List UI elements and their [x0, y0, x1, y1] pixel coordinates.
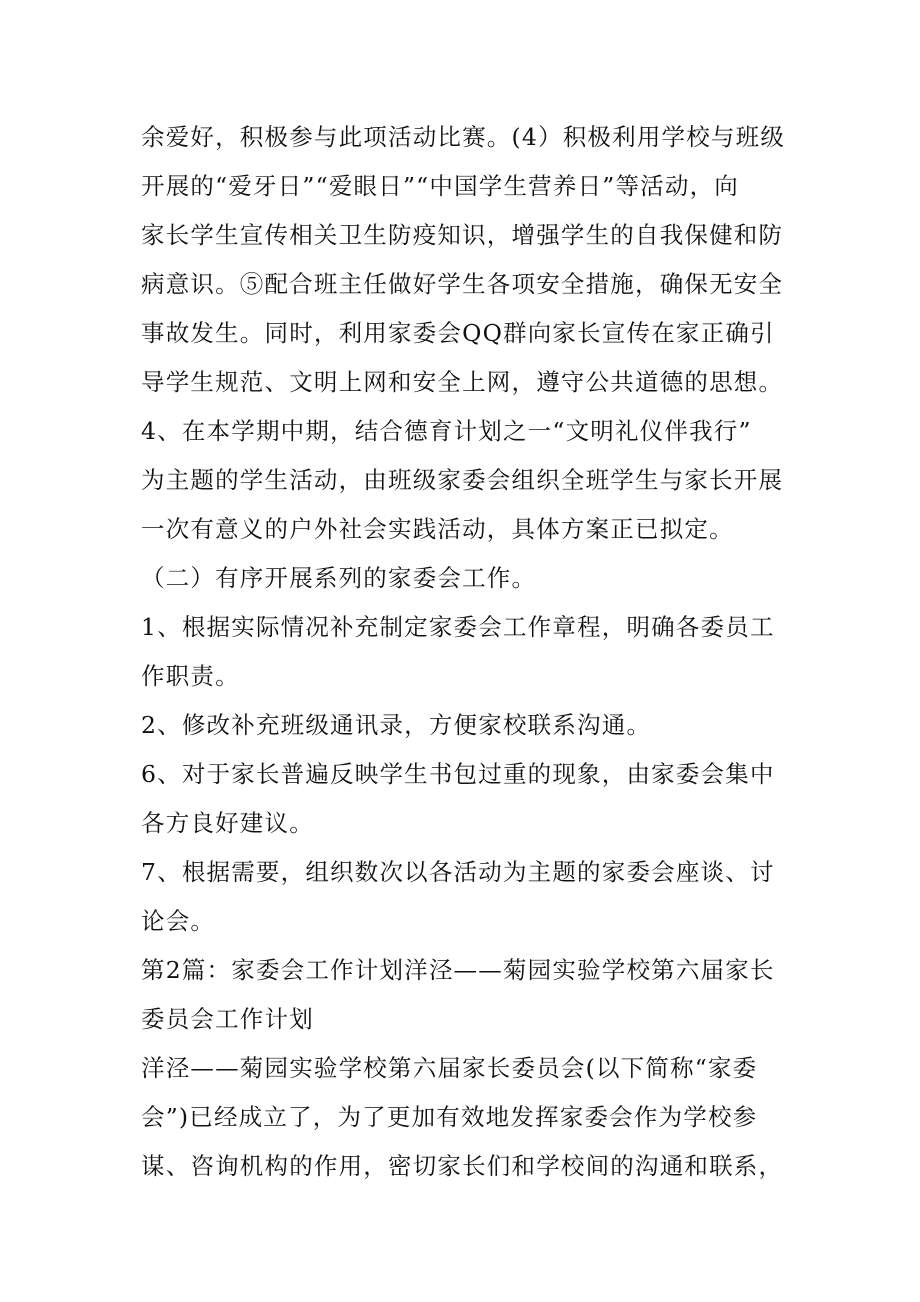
text-line: 开展的“爱牙日”“爱眼日”“中国学生营养日”等活动，向 — [141, 172, 739, 200]
document-body — [141, 113, 801, 1191]
text-line: 洋泾——菊园实验学校第六届家长委员会(以下简称“家委 — [141, 1054, 758, 1082]
text-line: 谋、咨询机构的作用，密切家长们和学校间的沟通和联系， — [141, 1152, 784, 1180]
chapter-title: 第2篇：家委会工作计划洋泾——菊园实验学校第六届家长 — [141, 956, 775, 984]
text-line: 一次有意义的户外社会实践活动，具体方案正已拟定。 — [141, 515, 734, 543]
text-line: 各方良好建议。 — [141, 809, 314, 837]
chapter-title: 委员会工作计划 — [141, 1005, 314, 1033]
text-line: 病意识。⑤配合班主任做好学生各项安全措施，确保无安全 — [141, 270, 784, 298]
text-line: 1、根据实际情况补充制定家委会工作章程，明确各委员工 — [141, 613, 775, 641]
text-line: 会”)已经成立了，为了更加有效地发挥家委会作为学校参 — [141, 1103, 758, 1131]
text-line: 6、对于家长普遍反映学生书包过重的现象，由家委会集中 — [141, 760, 775, 788]
text-line: 作职责。 — [141, 662, 240, 690]
text-line: 事故发生。同时，利用家委会QQ群向家长宣传在家正确引 — [141, 319, 775, 347]
text-line: 为主题的学生活动，由班级家委会组织全班学生与家长开展 — [141, 466, 784, 494]
text-line: 2、修改补充班级通讯录，方便家校联系沟通。 — [141, 711, 652, 739]
text-line: 家长学生宣传相关卫生防疫知识，增强学生的自我保健和防 — [141, 221, 784, 249]
text-line: 7、根据需要，组织数次以各活动为主题的家委会座谈、讨 — [141, 858, 775, 886]
text-line: 4、在本学期中期，结合德育计划之一“文明礼仪伴我行” — [141, 417, 752, 445]
section-heading: （二）有序开展系列的家委会工作。 — [141, 564, 537, 592]
text-line: 论会。 — [141, 907, 216, 935]
text-line: 导学生规范、文明上网和安全上网，遵守公共道德的思想。 — [141, 368, 784, 396]
text-line: 余爱好，积极参与此项活动比赛。(4）积极利用学校与班级 — [141, 123, 786, 151]
